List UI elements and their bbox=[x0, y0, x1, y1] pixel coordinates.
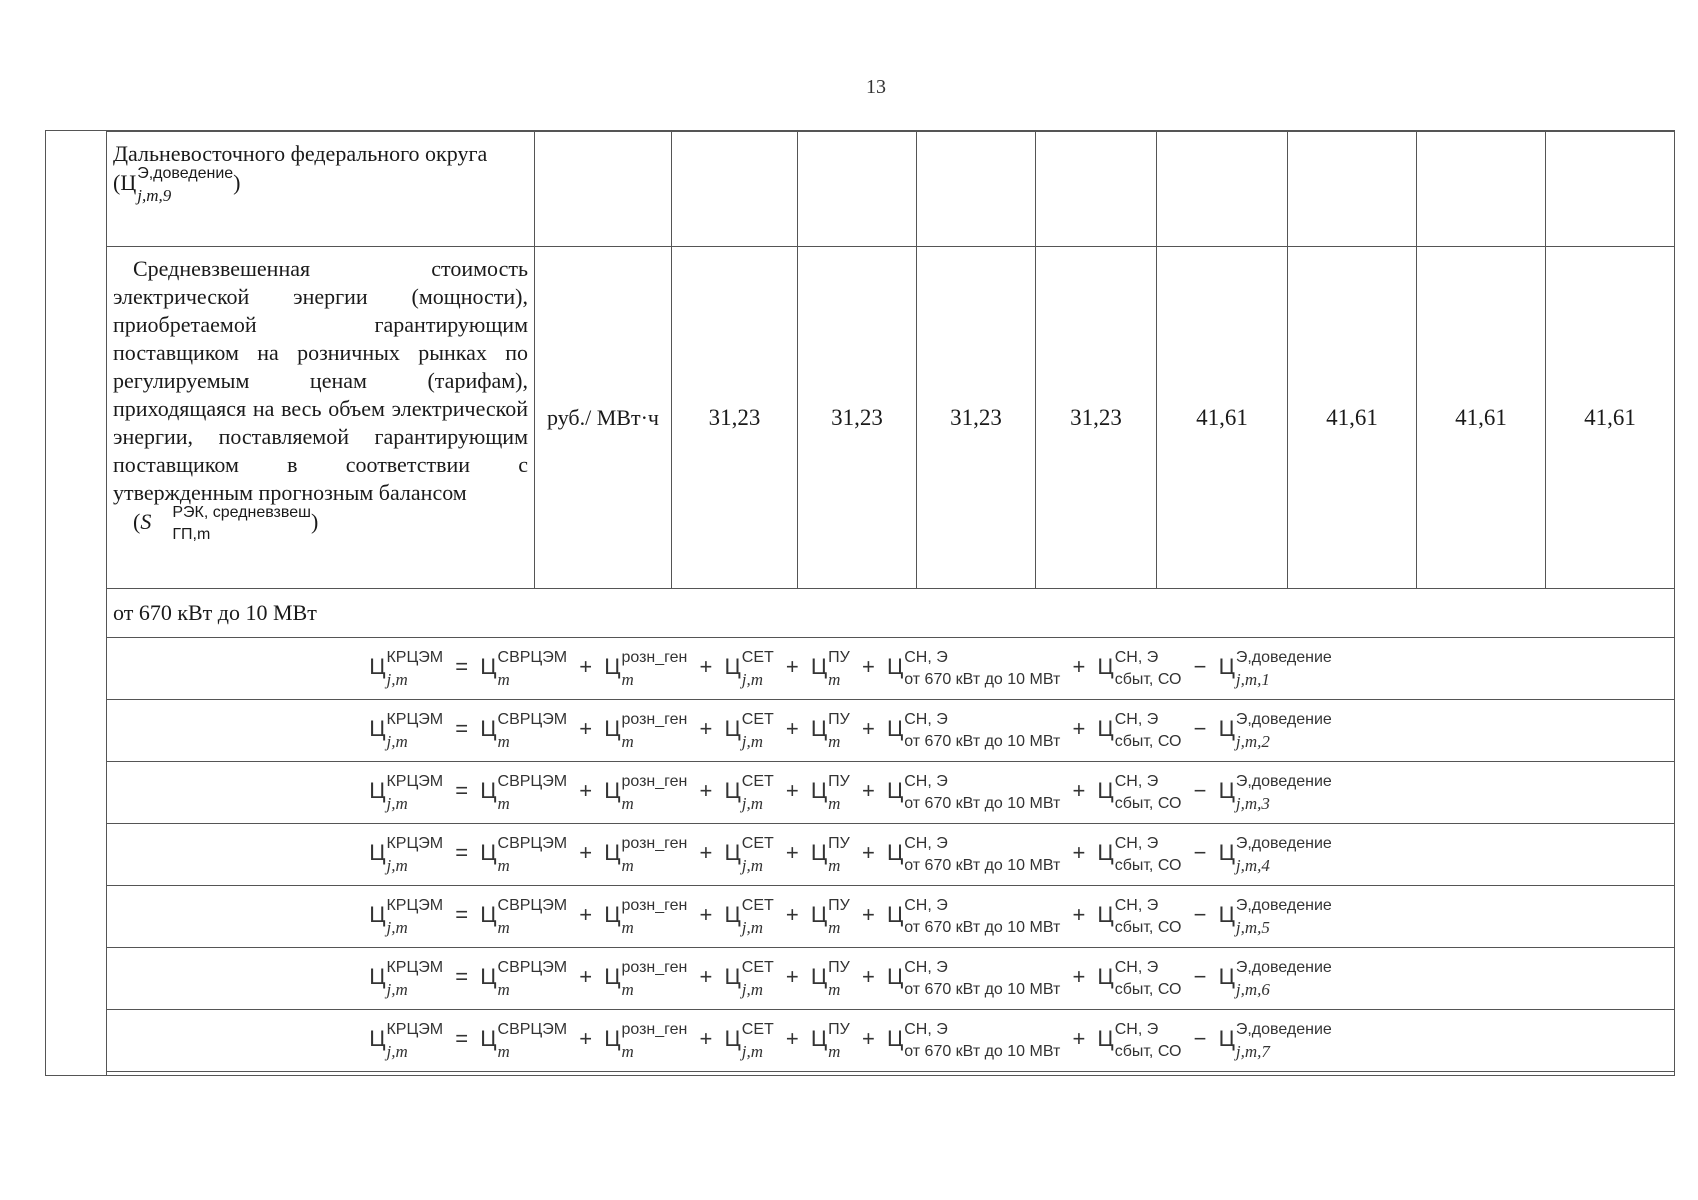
formula-term: Ц СВРЦЭМ m bbox=[480, 958, 568, 999]
formula: Ц КРЦЭМ j,m = Ц СВРЦЭМ m + Ц розн_ген m + Ц СЕТ j,m + Ц ПУ m + Ц СН, Э от 670 кВт до 10 МВт + Ц СН, Э сбыт, СО − Ц Э,доведение j,m,4 bbox=[369, 834, 1332, 875]
formula-lhs: Ц КРЦЭМ j,m bbox=[369, 710, 444, 751]
formula-term: Ц ПУ m bbox=[810, 834, 850, 875]
value-cell: 31,23 bbox=[917, 247, 1036, 589]
table-frame bbox=[45, 130, 1675, 1076]
value-cell: 41,61 bbox=[1417, 247, 1546, 589]
row-symbol: (S РЭК, средневзвеш ГП,m ) bbox=[133, 504, 319, 543]
formula-term: Ц СН, Э сбыт, СО bbox=[1097, 958, 1182, 998]
formula-term: Ц СН, Э от 670 кВт до 10 МВт bbox=[886, 772, 1061, 812]
formula: Ц КРЦЭМ j,m = Ц СВРЦЭМ m + Ц розн_ген m + Ц СЕТ j,m + Ц ПУ m + Ц СН, Э от 670 кВт до 10 МВт + Ц СН, Э сбыт, СО − Ц Э,доведение j,m,7 bbox=[369, 1020, 1332, 1061]
formula-term: Ц СН, Э сбыт, СО bbox=[1097, 648, 1182, 688]
formula-row bbox=[107, 948, 1675, 1010]
formula-row bbox=[107, 700, 1675, 762]
formula-term: Ц СЕТ j,m bbox=[724, 772, 774, 813]
formula-term: Ц СВРЦЭМ m bbox=[480, 772, 568, 813]
formula-term: Ц Э,доведение j,m,3 bbox=[1218, 772, 1332, 813]
left-margin-column bbox=[46, 131, 107, 1075]
formula-term: Ц Э,доведение j,m,7 bbox=[1218, 1020, 1332, 1061]
formula: Ц КРЦЭМ j,m = Ц СВРЦЭМ m + Ц розн_ген m + Ц СЕТ j,m + Ц ПУ m + Ц СН, Э от 670 кВт до 10 МВт + Ц СН, Э сбыт, СО − Ц Э,доведение j,m,5 bbox=[369, 896, 1332, 937]
formula-term: Ц розн_ген m bbox=[604, 1020, 688, 1061]
formula-term: Ц СН, Э от 670 кВт до 10 МВт bbox=[886, 958, 1061, 998]
formula-term: Ц розн_ген m bbox=[604, 772, 688, 813]
formula-term: Ц СН, Э от 670 кВт до 10 МВт bbox=[886, 896, 1061, 936]
formula-term: Ц Э,доведение j,m,2 bbox=[1218, 710, 1332, 751]
formula-term: Ц СН, Э от 670 кВт до 10 МВт bbox=[886, 648, 1061, 688]
row-symbol: (Ц Э,доведение j,m,9 ) bbox=[113, 165, 241, 205]
formula-term: Ц СЕТ j,m bbox=[724, 834, 774, 875]
value-cell bbox=[1288, 132, 1417, 247]
formula-term: Ц СН, Э от 670 кВт до 10 МВт bbox=[886, 834, 1061, 874]
formula-term: Ц ПУ m bbox=[810, 958, 850, 999]
formula-term: Ц СЕТ j,m bbox=[724, 1020, 774, 1061]
value-cell: 31,23 bbox=[1036, 247, 1157, 589]
formula-term: Ц СН, Э сбыт, СО bbox=[1097, 710, 1182, 750]
formula-term: Ц розн_ген m bbox=[604, 648, 688, 689]
formula-lhs: Ц КРЦЭМ j,m bbox=[369, 648, 444, 689]
formula-lhs: Ц КРЦЭМ j,m bbox=[369, 772, 444, 813]
formula-term: Ц Э,доведение j,m,6 bbox=[1218, 958, 1332, 999]
value-cell: 31,23 bbox=[798, 247, 917, 589]
formula: Ц КРЦЭМ j,m = Ц СВРЦЭМ m + Ц розн_ген m + Ц СЕТ j,m + Ц ПУ m + Ц СН, Э от 670 кВт до 10 МВт + Ц СН, Э сбыт, СО − Ц Э,доведение j,m,1 bbox=[369, 648, 1332, 689]
value-cell: 31,23 bbox=[672, 247, 798, 589]
value-cell: 41,61 bbox=[1157, 247, 1288, 589]
formula-lhs: Ц КРЦЭМ j,m bbox=[369, 958, 444, 999]
value-cell bbox=[1157, 132, 1288, 247]
formula-term: Ц Э,доведение j,m,1 bbox=[1218, 648, 1332, 689]
formula-lhs: Ц КРЦЭМ j,m bbox=[369, 834, 444, 875]
row-description: Дальневосточного федерального округа bbox=[113, 141, 488, 166]
formula: Ц КРЦЭМ j,m = Ц СВРЦЭМ m + Ц розн_ген m + Ц СЕТ j,m + Ц ПУ m + Ц СН, Э от 670 кВт до 10 МВт + Ц СН, Э сбыт, СО − Ц Э,доведение j,m,6 bbox=[369, 958, 1332, 999]
formula-term: Ц СЕТ j,m bbox=[724, 648, 774, 689]
formula-term: Ц СВРЦЭМ m bbox=[480, 1020, 568, 1061]
formula-term: Ц ПУ m bbox=[810, 896, 850, 937]
value-cell bbox=[1417, 132, 1546, 247]
formula-term: Ц ПУ m bbox=[810, 772, 850, 813]
formula-term: Ц СН, Э сбыт, СО bbox=[1097, 772, 1182, 812]
formula: Ц КРЦЭМ j,m = Ц СВРЦЭМ m + Ц розн_ген m + Ц СЕТ j,m + Ц ПУ m + Ц СН, Э от 670 кВт до 10 МВт + Ц СН, Э сбыт, СО − Ц Э,доведение j,m,3 bbox=[369, 772, 1332, 813]
formula-term: Ц СН, Э от 670 кВт до 10 МВт bbox=[886, 710, 1061, 750]
row-description: Средневзвешенная стоимость электрической энергии (мощности), приобретаемой гарантирующим поставщиком на розничных рынках по регулируемым ценам (тарифам), приходящаяся на весь объем электрической энергии, поставляемой гарантирующим поставщиком в соответствии с утвержденным прогнозным балансом bbox=[113, 256, 528, 505]
formula-term: Ц СН, Э от 670 кВт до 10 МВт bbox=[886, 1020, 1061, 1060]
formula-rows bbox=[107, 638, 1675, 1072]
formula-term: Ц ПУ m bbox=[810, 710, 850, 751]
formula-row bbox=[107, 886, 1675, 948]
value-cell: 41,61 bbox=[1288, 247, 1417, 589]
formula-term: Ц розн_ген m bbox=[604, 896, 688, 937]
formula-row bbox=[107, 824, 1675, 886]
formula-term: Ц розн_ген m bbox=[604, 834, 688, 875]
value-cell: 41,61 bbox=[1546, 247, 1675, 589]
formula-term: Ц СВРЦЭМ m bbox=[480, 896, 568, 937]
formula-term: Ц СВРЦЭМ m bbox=[480, 648, 568, 689]
formula-term: Ц СЕТ j,m bbox=[724, 710, 774, 751]
formula-term: Ц Э,доведение j,m,5 bbox=[1218, 896, 1332, 937]
unit-cell: руб./ МВт·ч bbox=[535, 247, 672, 589]
formula-term: Ц ПУ m bbox=[810, 1020, 850, 1061]
value-cell bbox=[798, 132, 917, 247]
table-row bbox=[107, 132, 1675, 247]
formula-term: Ц СН, Э сбыт, СО bbox=[1097, 896, 1182, 936]
page-number: 13 bbox=[866, 76, 886, 98]
value-cell bbox=[672, 132, 798, 247]
formula-term: Ц розн_ген m bbox=[604, 710, 688, 751]
row-description-cell bbox=[107, 132, 535, 247]
formula: Ц КРЦЭМ j,m = Ц СВРЦЭМ m + Ц розн_ген m + Ц СЕТ j,m + Ц ПУ m + Ц СН, Э от 670 кВт до 10 МВт + Ц СН, Э сбыт, СО − Ц Э,доведение j,m,2 bbox=[369, 710, 1332, 751]
formula-term: Ц ПУ m bbox=[810, 648, 850, 689]
formula-term: Ц СВРЦЭМ m bbox=[480, 710, 568, 751]
formula-lhs: Ц КРЦЭМ j,m bbox=[369, 896, 444, 937]
formula-row bbox=[107, 638, 1675, 700]
value-cell bbox=[1546, 132, 1675, 247]
formula-term: Ц СН, Э сбыт, СО bbox=[1097, 1020, 1182, 1060]
formula-term: Ц СЕТ j,m bbox=[724, 958, 774, 999]
value-cell bbox=[1036, 132, 1157, 247]
formula-row bbox=[107, 1010, 1675, 1072]
unit-cell bbox=[535, 132, 672, 247]
formula-term: Ц СН, Э сбыт, СО bbox=[1097, 834, 1182, 874]
section-row bbox=[107, 589, 1675, 638]
table-row bbox=[107, 247, 1675, 589]
value-cell bbox=[917, 132, 1036, 247]
formula-term: Ц розн_ген m bbox=[604, 958, 688, 999]
formula-row bbox=[107, 762, 1675, 824]
section-title: от 670 кВт до 10 МВт bbox=[107, 589, 1675, 638]
formula-term: Ц СВРЦЭМ m bbox=[480, 834, 568, 875]
tariff-table bbox=[106, 131, 1675, 1072]
formula-lhs: Ц КРЦЭМ j,m bbox=[369, 1020, 444, 1061]
formula-term: Ц Э,доведение j,m,4 bbox=[1218, 834, 1332, 875]
formula-term: Ц СЕТ j,m bbox=[724, 896, 774, 937]
row-description-cell bbox=[107, 247, 535, 589]
